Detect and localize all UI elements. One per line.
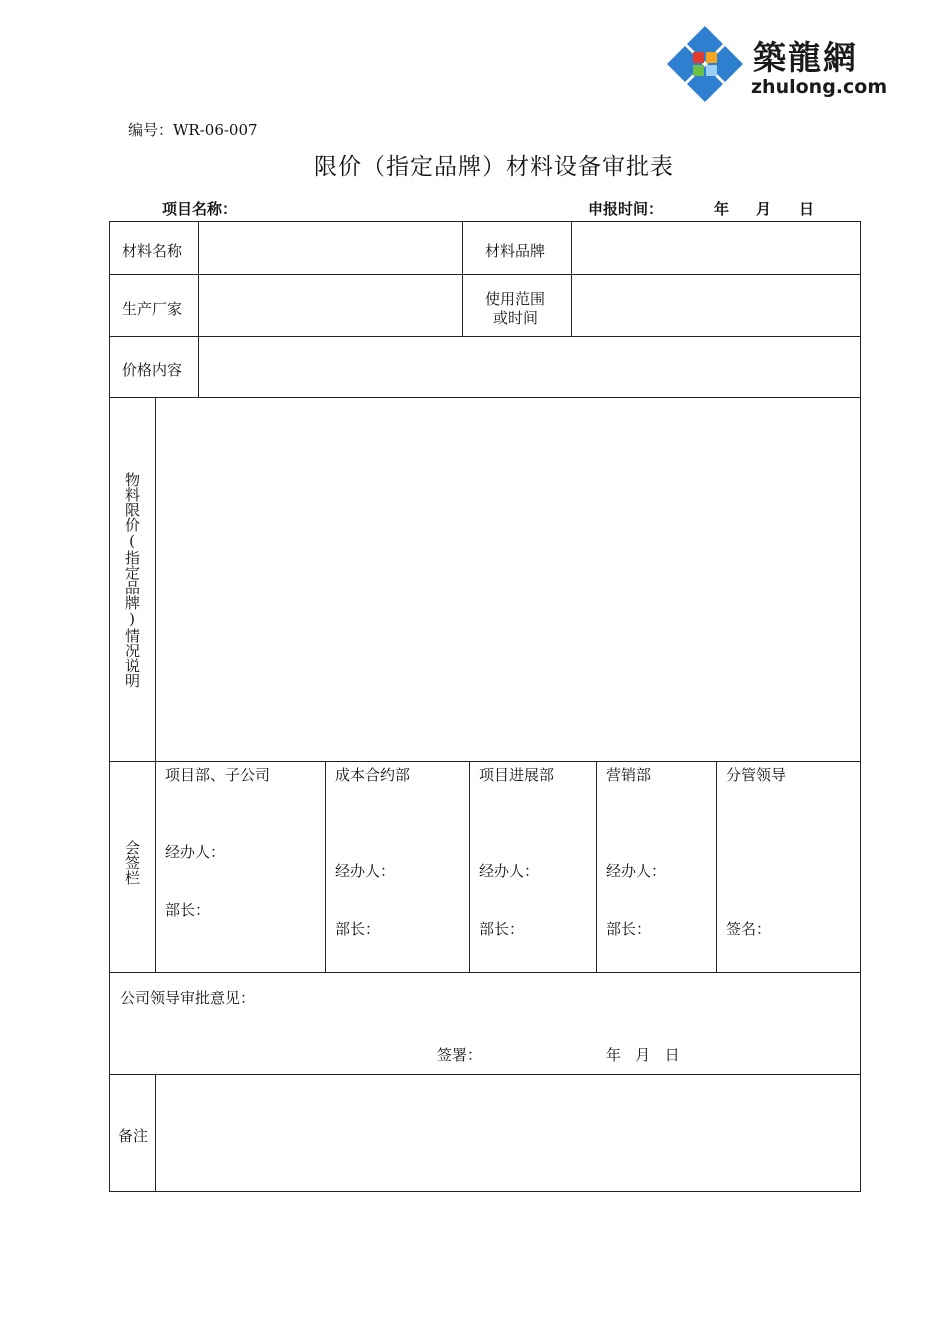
page-title: 限价（指定品牌）材料设备审批表 bbox=[314, 154, 674, 180]
remarks-field[interactable] bbox=[156, 1075, 860, 1191]
dept-project-header: 项目部、子公司 bbox=[165, 766, 271, 784]
signed-label: 签署： bbox=[437, 1046, 483, 1064]
report-day: 日 bbox=[799, 200, 815, 218]
usage-scope-label-line1: 使用范围 bbox=[485, 290, 546, 308]
dept-cost-minister: 部长： bbox=[335, 920, 381, 938]
leader-signature: 签名： bbox=[726, 920, 772, 938]
report-time-label: 申报时间： bbox=[588, 200, 664, 218]
price-content-label: 价格内容 bbox=[122, 361, 183, 379]
material-name-label: 材料名称 bbox=[122, 242, 183, 260]
dept-progress-handler: 经办人： bbox=[479, 862, 540, 880]
usage-scope-label-line2: 或时间 bbox=[493, 309, 539, 327]
countersign-label: 会签栏 bbox=[123, 840, 141, 885]
dept-project-handler: 经办人： bbox=[165, 843, 226, 861]
zhulong-logo bbox=[665, 24, 888, 104]
material-name-field[interactable] bbox=[199, 222, 462, 274]
manufacturer-field[interactable] bbox=[199, 275, 462, 336]
dept-marketing-header: 营销部 bbox=[606, 766, 652, 784]
dept-cost-handler: 经办人： bbox=[335, 862, 396, 880]
document-number: 编号：WR-06-007 bbox=[128, 121, 258, 139]
dept-progress-minister: 部长： bbox=[479, 920, 525, 938]
price-content-field[interactable] bbox=[199, 337, 860, 397]
remarks-label: 备注 bbox=[118, 1127, 149, 1145]
manufacturer-label: 生产厂家 bbox=[122, 300, 183, 318]
dept-progress-header: 项目进展部 bbox=[479, 766, 555, 784]
explanation-label: 物料限价(指定品牌)情况说明 bbox=[123, 472, 141, 688]
approval-date: 年 月 日 bbox=[606, 1046, 680, 1064]
dept-cost-header: 成本合约部 bbox=[335, 766, 411, 784]
leader-header: 分管领导 bbox=[726, 766, 787, 784]
logo-english-text: zhulong.com bbox=[751, 76, 888, 98]
dept-marketing-minister: 部长： bbox=[606, 920, 652, 938]
usage-scope-field[interactable] bbox=[572, 275, 860, 336]
report-month: 月 bbox=[756, 200, 772, 218]
dept-project-minister: 部长： bbox=[165, 901, 211, 919]
logo-diamond-icon bbox=[665, 24, 745, 104]
explanation-field[interactable] bbox=[156, 398, 860, 761]
material-brand-label: 材料品牌 bbox=[485, 242, 546, 260]
project-name-label: 项目名称： bbox=[162, 200, 238, 218]
logo-chinese-text: 築龍網 bbox=[753, 38, 858, 77]
leader-opinion-label: 公司领导审批意见： bbox=[120, 989, 256, 1007]
material-brand-field[interactable] bbox=[572, 222, 860, 274]
dept-marketing-handler: 经办人： bbox=[606, 862, 667, 880]
report-year: 年 bbox=[714, 200, 730, 218]
